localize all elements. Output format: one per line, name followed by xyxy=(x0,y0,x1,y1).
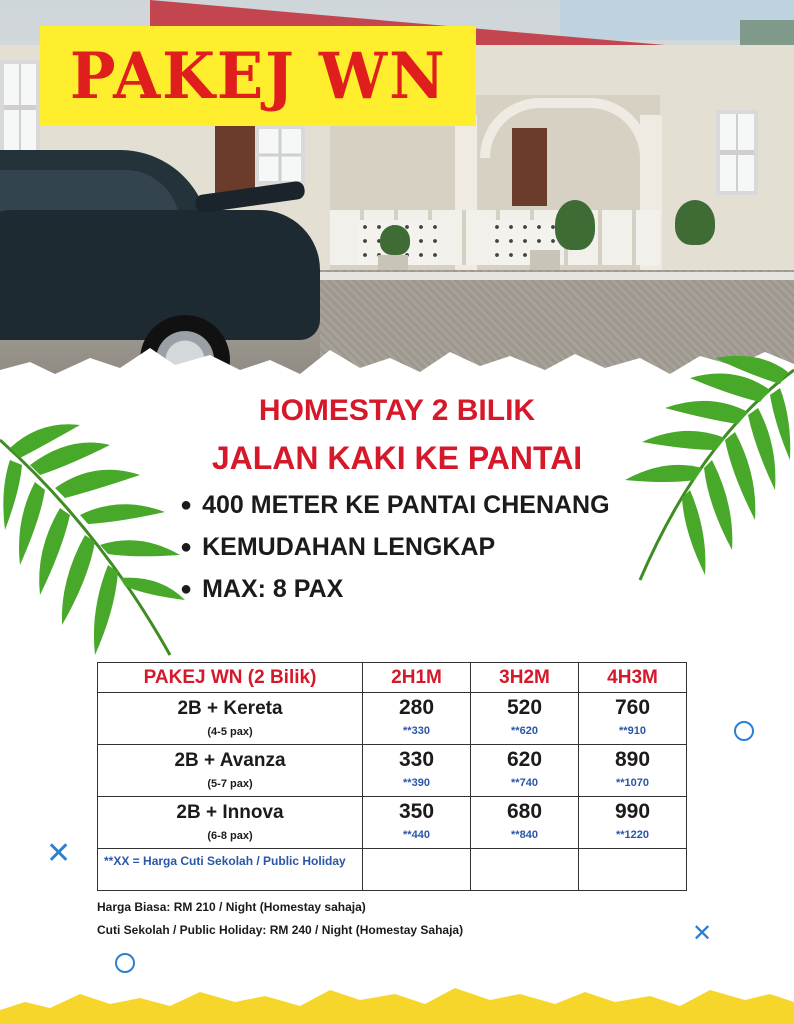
table-row xyxy=(98,693,687,745)
package-cell xyxy=(98,797,363,849)
price-holiday: **740 xyxy=(511,777,538,789)
bullet-icon: ● xyxy=(180,577,193,600)
regular-price-note: Harga Biasa: RM 210 / Night (Homestay sahaja) xyxy=(97,900,366,914)
price-holiday: **440 xyxy=(403,829,430,841)
empty-cell xyxy=(363,849,471,891)
package-pax: (4-5 pax) xyxy=(207,726,253,738)
price-regular: 990 xyxy=(614,800,651,823)
table-row xyxy=(98,797,687,849)
list-item xyxy=(180,526,610,568)
price-holiday: **620 xyxy=(511,725,538,737)
table-note-row xyxy=(98,849,687,891)
price-cell xyxy=(471,797,579,849)
price-holiday: **840 xyxy=(511,829,538,841)
headline-line-2: JALAN KAKI KE PANTAI xyxy=(211,440,583,476)
table-row xyxy=(98,745,687,797)
price-regular: 330 xyxy=(398,748,435,771)
price-holiday: **390 xyxy=(403,777,430,789)
potted-plant xyxy=(380,225,410,255)
price-holiday: **1070 xyxy=(615,777,650,789)
price-regular: 620 xyxy=(506,748,543,771)
price-holiday: **330 xyxy=(403,725,430,737)
bullet-icon: ● xyxy=(180,493,193,516)
column-header: 2H1M xyxy=(363,663,471,693)
package-pax: (6-8 pax) xyxy=(207,830,253,842)
logo-banner xyxy=(40,26,476,126)
window xyxy=(716,110,758,195)
package-cell xyxy=(98,745,363,797)
package-pax: (5-7 pax) xyxy=(207,778,253,790)
column-header: PAKEJ WN (2 Bilik) xyxy=(98,663,363,693)
package-name: 2B + Innova xyxy=(176,802,284,823)
empty-cell xyxy=(471,849,579,891)
holiday-price-note: Cuti Sekolah / Public Holiday: RM 240 / Night (Homestay Sahaja) xyxy=(97,923,464,937)
price-regular: 280 xyxy=(398,696,435,719)
price-cell xyxy=(579,693,687,745)
feature-text: KEMUDAHAN LENGKAP xyxy=(202,532,496,561)
yellow-paint-strip xyxy=(0,980,794,1024)
price-regular: 890 xyxy=(614,748,651,771)
potted-plant xyxy=(675,200,715,245)
price-holiday: **1220 xyxy=(615,829,650,841)
table-header-row xyxy=(98,663,687,693)
cross-decoration-icon: ✕ xyxy=(46,836,72,871)
holiday-note: **XX = Harga Cuti Sekolah / Public Holiday xyxy=(98,849,363,891)
headline-line-1: HOMESTAY 2 BILIK xyxy=(258,394,536,427)
price-regular: 350 xyxy=(398,800,435,823)
price-cell xyxy=(363,797,471,849)
feature-text: 400 METER KE PANTAI CHENANG xyxy=(202,490,610,519)
price-cell xyxy=(471,745,579,797)
empty-cell xyxy=(579,849,687,891)
window xyxy=(0,60,40,155)
list-item xyxy=(180,568,610,610)
price-holiday: **910 xyxy=(619,725,646,737)
price-regular: 520 xyxy=(506,696,543,719)
bullet-icon: ● xyxy=(180,535,193,558)
logo-text: PAKEJ WN xyxy=(69,38,447,114)
potted-plant xyxy=(555,200,595,250)
price-regular: 760 xyxy=(614,696,651,719)
circle-decoration-icon xyxy=(734,721,754,741)
price-cell xyxy=(579,745,687,797)
column-header: 4H3M xyxy=(579,663,687,693)
feature-list xyxy=(180,484,610,610)
plant-pot xyxy=(530,250,560,272)
price-table xyxy=(97,662,687,891)
price-cell xyxy=(363,693,471,745)
package-name: 2B + Avanza xyxy=(174,750,286,771)
car-spoiler xyxy=(194,180,305,213)
door xyxy=(512,128,547,206)
price-cell xyxy=(471,693,579,745)
package-name: 2B + Kereta xyxy=(177,698,283,719)
price-cell xyxy=(579,797,687,849)
curb xyxy=(320,272,794,280)
column-header: 3H2M xyxy=(471,663,579,693)
price-regular: 680 xyxy=(506,800,543,823)
cross-decoration-icon: ✕ xyxy=(692,919,713,947)
car-body xyxy=(0,210,320,340)
price-cell xyxy=(363,745,471,797)
feature-text: MAX: 8 PAX xyxy=(202,574,344,603)
package-cell xyxy=(98,693,363,745)
list-item xyxy=(180,484,610,526)
circle-decoration-icon xyxy=(115,953,135,973)
